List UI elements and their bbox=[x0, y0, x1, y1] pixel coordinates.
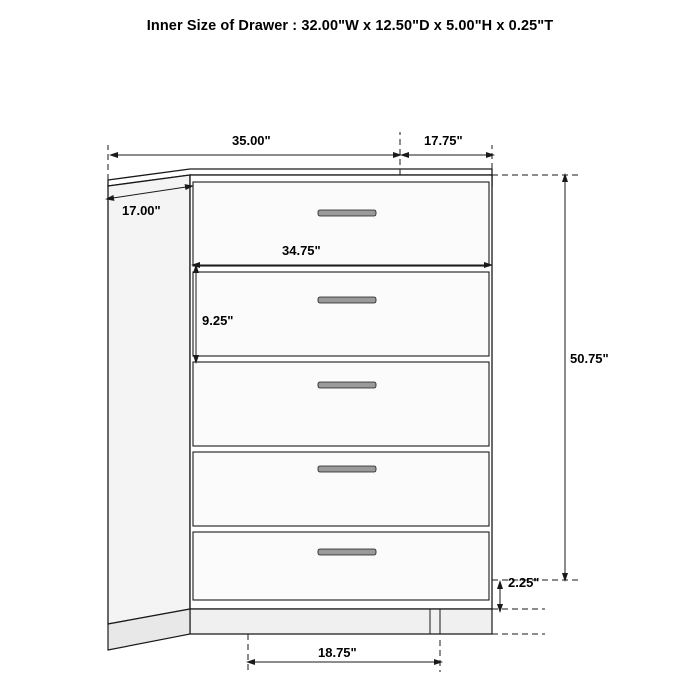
dim-label-top-width: 35.00" bbox=[232, 133, 271, 148]
handle-2 bbox=[318, 297, 376, 303]
handle-1 bbox=[318, 210, 376, 216]
drawer-front-1 bbox=[193, 182, 489, 266]
dim-label-total-height: 50.75" bbox=[570, 351, 609, 366]
dim-label-side-depth: 17.00" bbox=[122, 203, 161, 218]
page-title: Inner Size of Drawer : 32.00"W x 12.50"D x 5.00"H x 0.25"T bbox=[146, 18, 554, 34]
drawer-front-4 bbox=[193, 452, 489, 526]
drawer-front-2 bbox=[193, 272, 489, 356]
dim-label-top-depth: 17.75" bbox=[424, 133, 463, 148]
chest-side-panel bbox=[108, 175, 190, 624]
drawer-front-3 bbox=[193, 362, 489, 446]
dim-label-drawer-width: 34.75" bbox=[282, 243, 321, 258]
dim-label-base-width: 18.75" bbox=[318, 645, 357, 660]
handle-5 bbox=[318, 549, 376, 555]
chest-body bbox=[108, 169, 492, 650]
handle-4 bbox=[318, 466, 376, 472]
handle-3 bbox=[318, 382, 376, 388]
base-plinth-front bbox=[190, 609, 492, 634]
dim-label-foot-height: 2.25" bbox=[508, 575, 540, 590]
dim-label-drawer-height: 9.25" bbox=[202, 313, 234, 328]
drawer-front-5 bbox=[193, 532, 489, 600]
